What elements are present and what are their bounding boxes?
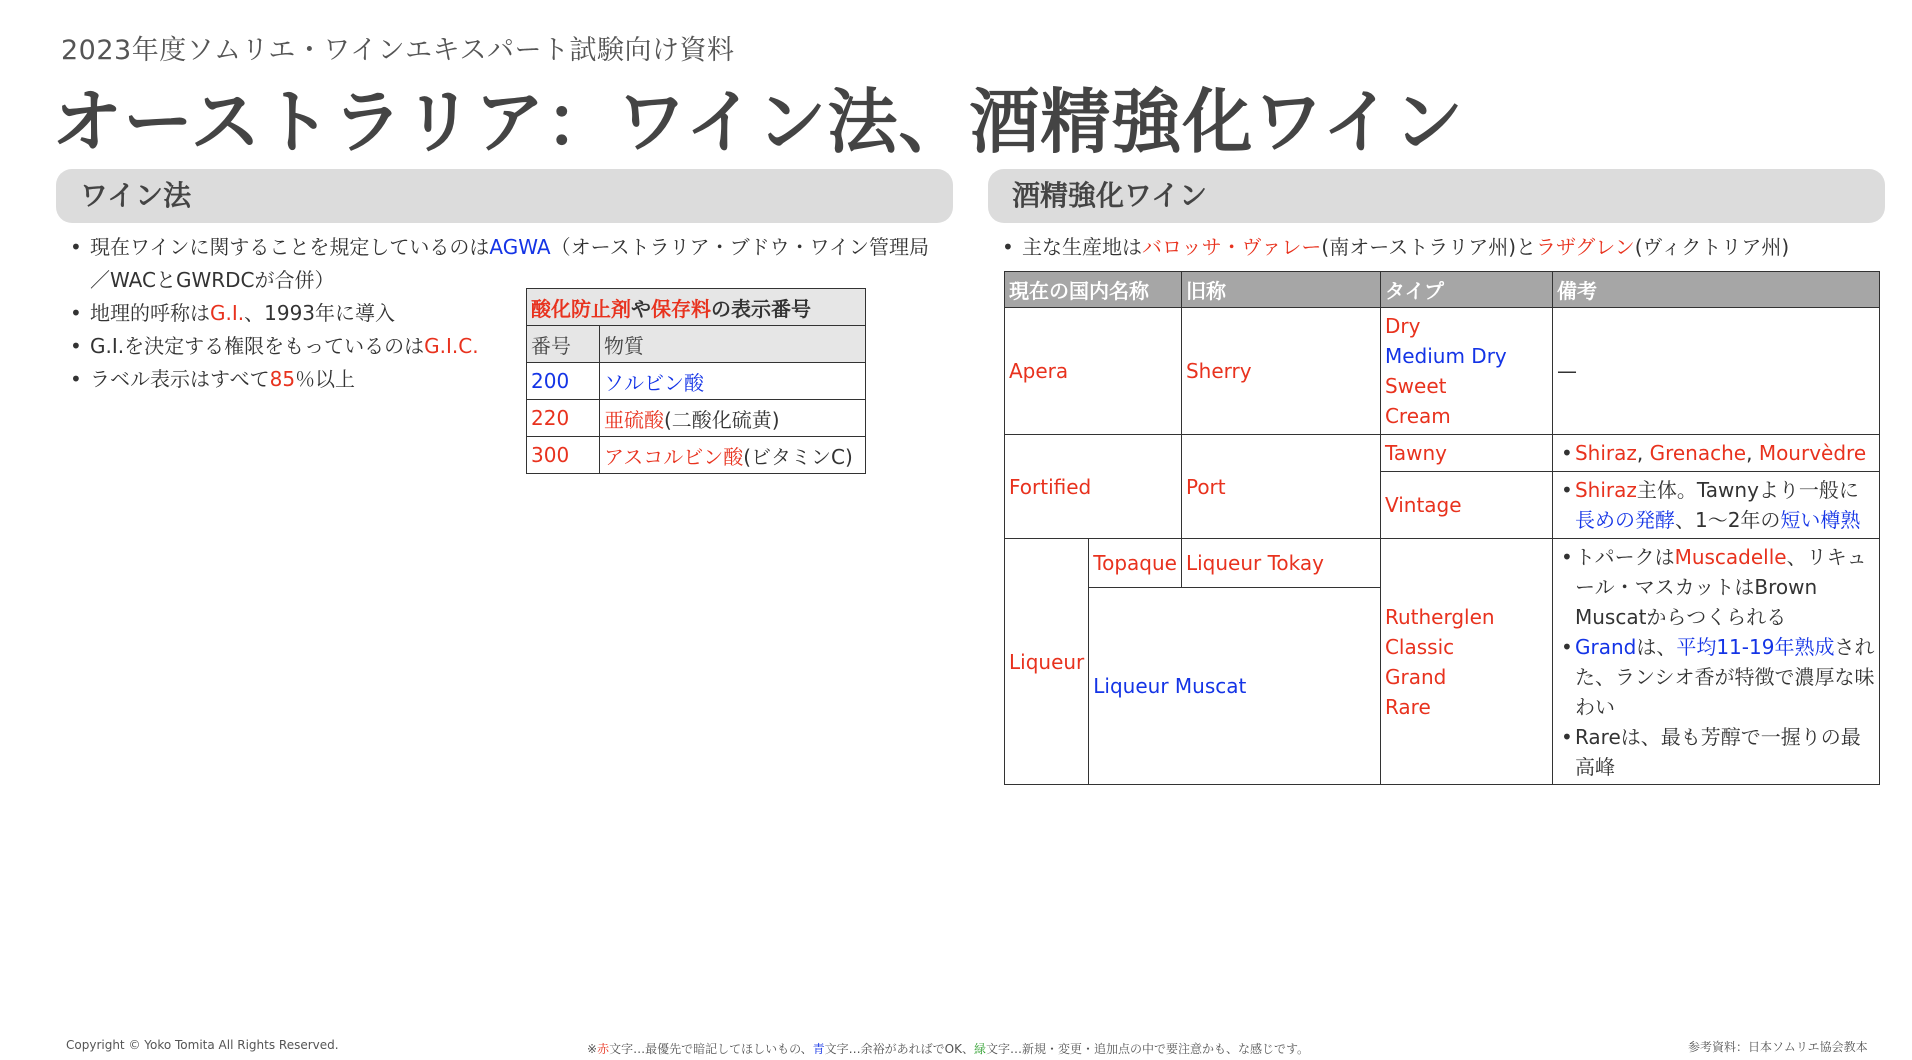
text: 、リキュール・マスカットはBrown Muscatからつくられる: [1574, 544, 1867, 629]
text: Rareは、最も芳醇で一握りの最高峰: [1574, 724, 1861, 779]
cell-type: [1380, 539, 1552, 785]
text: Muscadelle: [1674, 544, 1787, 569]
text: G.I.を決定する権限をもっているのは: [90, 334, 425, 358]
text: 短い樽熟: [1780, 508, 1861, 532]
percent-value: 85: [269, 367, 296, 391]
cell-number: 220: [527, 400, 600, 437]
cell-current-name: Liqueur: [1005, 539, 1089, 785]
cell-note: [1552, 539, 1879, 785]
type-item: Dry: [1384, 314, 1421, 338]
cell-note: —: [1552, 308, 1879, 435]
note-list: [1557, 475, 1875, 535]
text: ※: [587, 1042, 598, 1056]
text: 、1993年に導入: [244, 301, 396, 325]
text: や: [631, 296, 651, 321]
text: ％以上: [295, 367, 356, 391]
fortified-bullets: [990, 231, 1870, 264]
text: 文字…余裕があればでOK、: [824, 1042, 974, 1056]
note-item: [1557, 722, 1875, 782]
text: 文字…最優先で暗記してほしいもの、: [609, 1042, 813, 1056]
cell-note: [1552, 435, 1879, 472]
cell-current-name: Apera: [1005, 308, 1182, 435]
table-row: [1005, 308, 1880, 435]
text: 、1〜2年の: [1674, 508, 1781, 532]
text: Shiraz: [1574, 441, 1637, 465]
type-item: Sweet: [1384, 374, 1447, 398]
text: 保存料: [651, 296, 711, 321]
text: は、: [1636, 634, 1677, 659]
type-item: Grand: [1384, 664, 1447, 689]
barossa-term: バロッサ・ヴァレー: [1142, 235, 1322, 259]
text: (ビタミンC): [743, 444, 853, 469]
text: (二酸化硫黄): [664, 407, 780, 432]
text: 主な生産地は: [1022, 235, 1142, 259]
table-row: [527, 363, 866, 400]
table-header-row: [1005, 272, 1880, 308]
text: 主体。Tawnyより一般に: [1636, 478, 1859, 502]
cell-old-name: Port: [1181, 435, 1380, 539]
cell-substance: [600, 400, 866, 437]
cell-note: [1552, 472, 1879, 539]
text: 平均11-19年熟成: [1676, 634, 1835, 659]
cell-sub-name: Topaque: [1089, 539, 1182, 588]
text: アスコルビン酸: [604, 444, 744, 469]
fortified-wine-table: [1004, 271, 1880, 785]
text: 文字…新規・変更・追加点の中で要注意かも、な感じです。: [985, 1042, 1310, 1056]
text: Shiraz: [1574, 478, 1637, 502]
col-header-old-name: 旧称: [1181, 272, 1380, 308]
col-header-number: 番号: [527, 326, 600, 363]
col-header-type: タイプ: [1380, 272, 1552, 308]
copyright: Copyright © Yoko Tomita All Rights Reserved.: [66, 1038, 339, 1052]
text: Grand: [1574, 634, 1637, 659]
note-item: [1557, 438, 1875, 468]
bullet-regions: [990, 231, 1870, 264]
cell-old-name: Liqueur Tokay: [1181, 539, 1380, 588]
gi-term: G.I.: [210, 301, 245, 325]
note-list: [1557, 438, 1875, 468]
cell-substance: [600, 437, 866, 474]
note-item: [1557, 542, 1875, 632]
col-header-substance: 物質: [600, 326, 866, 363]
agwa-term: AGWA: [489, 235, 551, 259]
col-header-current-name: 現在の国内名称: [1005, 272, 1182, 308]
section-header-wine-law: ワイン法: [56, 169, 953, 223]
legend-blue: 青: [812, 1042, 825, 1056]
rutherglen-term: ラザグレン: [1536, 235, 1635, 259]
table-row: [1005, 435, 1880, 472]
text: トパークは: [1574, 544, 1675, 569]
text: 地理的呼称は: [90, 301, 210, 325]
text: ,: [1746, 441, 1759, 465]
additive-number-table: [526, 288, 866, 474]
table-row: [527, 400, 866, 437]
text: Mourvèdre: [1758, 441, 1867, 465]
cell-type: Vintage: [1380, 472, 1552, 539]
type-item: Medium Dry: [1384, 344, 1507, 368]
cell-substance: ソルビン酸: [600, 363, 866, 400]
table-row: [527, 437, 866, 474]
text: 酸化防止剤: [531, 296, 631, 321]
cell-number: 200: [527, 363, 600, 400]
type-item: Rutherglen: [1384, 604, 1495, 629]
reference-source: 参考資料：日本ソムリエ協会教本: [1688, 1040, 1868, 1054]
color-legend: [587, 1040, 1309, 1057]
text: 長めの発酵: [1574, 508, 1675, 532]
type-item: Cream: [1384, 404, 1451, 428]
cell-type: [1380, 308, 1552, 435]
note-item: [1557, 475, 1875, 535]
note-item: [1557, 632, 1875, 722]
text: (ヴィクトリア州): [1634, 235, 1790, 259]
text: の表示番号: [711, 296, 811, 321]
cell-old-name: Sherry: [1181, 308, 1380, 435]
legend-green: 緑: [973, 1042, 986, 1056]
section-header-fortified: 酒精強化ワイン: [988, 169, 1885, 223]
note-list: [1557, 542, 1875, 782]
col-header-note: 備考: [1552, 272, 1879, 308]
table-row: [1005, 539, 1880, 588]
cell-number: 300: [527, 437, 600, 474]
text: 亜硫酸: [604, 407, 664, 432]
text: された、ランシオ香が特徴で濃厚な味わい: [1574, 634, 1875, 719]
page-title: オーストラリア：ワイン法、酒精強化ワイン: [52, 81, 1465, 163]
type-item: Rare: [1384, 694, 1431, 719]
text: ,: [1636, 441, 1650, 465]
text: Grenache: [1649, 441, 1747, 465]
gic-term: G.I.C.: [424, 334, 479, 358]
cell-current-name: Fortified: [1005, 435, 1182, 539]
cell-sub-name: Liqueur Muscat: [1089, 588, 1381, 785]
text: （オーストラリア・ブドウ・ワイン管理局／WACとGWRDCが合併）: [90, 235, 930, 292]
type-item: Classic: [1384, 634, 1455, 659]
table-title: [527, 289, 866, 326]
cell-type: Tawny: [1380, 435, 1552, 472]
legend-red: 赤: [597, 1042, 610, 1056]
text: 現在ワインに関することを規定しているのは: [90, 235, 490, 259]
page-subtitle: 2023年度ソムリエ・ワインエキスパート試験向け資料: [61, 35, 735, 66]
text: ラベル表示はすべて: [90, 367, 270, 391]
text: (南オーストラリア州)と: [1321, 235, 1537, 259]
